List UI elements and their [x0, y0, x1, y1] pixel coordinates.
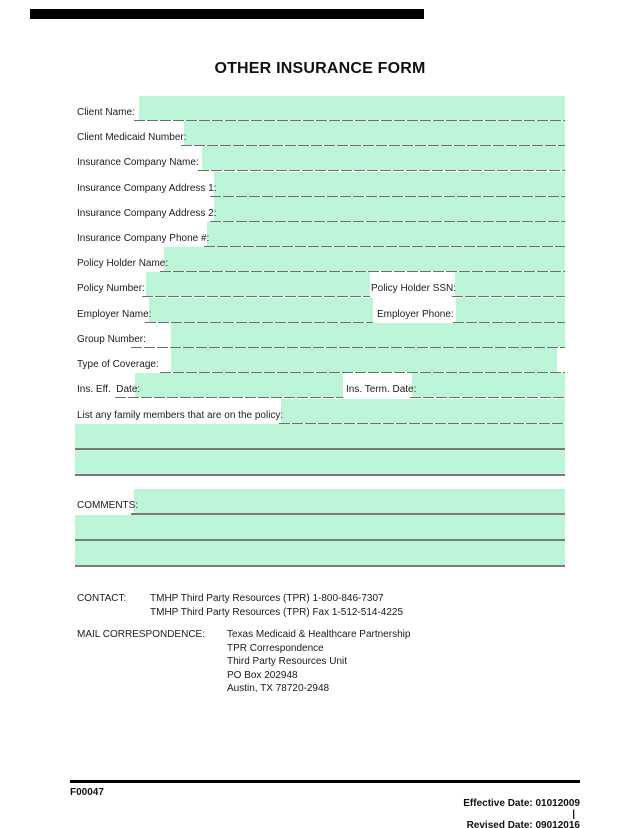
underline	[279, 423, 565, 424]
policy-holder-name-input[interactable]	[164, 247, 565, 271]
underline	[134, 120, 565, 121]
underline	[204, 246, 565, 247]
underline	[160, 271, 565, 272]
label-comments: COMMENTS:	[77, 500, 139, 511]
form-number: F00047	[70, 787, 104, 798]
underline	[198, 170, 565, 171]
underline	[453, 322, 565, 323]
type-of-coverage-input[interactable]	[171, 348, 557, 372]
label-policy-number: Policy Number:	[77, 283, 145, 294]
footer-separator: |	[572, 809, 575, 820]
insurance-company-address-1-input[interactable]	[214, 172, 565, 196]
label-policy-holder-ssn: Policy Holder SSN:	[371, 283, 457, 294]
label-type-of-coverage: Type of Coverage:	[77, 359, 159, 370]
policy-holder-ssn-input[interactable]	[455, 272, 565, 296]
redaction-bar	[30, 9, 424, 19]
effective-date: Effective Date: 01012009	[463, 798, 580, 809]
label-group-number: Group Number:	[77, 334, 146, 345]
contact-label: CONTACT:	[77, 593, 127, 604]
underline	[145, 322, 373, 323]
underline	[75, 565, 565, 567]
underline	[410, 397, 565, 398]
client-name-input[interactable]	[139, 96, 565, 120]
underline	[181, 145, 565, 146]
underline	[131, 513, 565, 515]
mail-correspondence-label: MAIL CORRESPONDENCE:	[77, 629, 205, 640]
mail-address-line: Austin, TX 78720-2948	[227, 683, 330, 695]
label-policy-holder-name: Policy Holder Name:	[77, 258, 169, 269]
footer-dates	[452, 787, 580, 828]
underline	[210, 196, 565, 197]
underline	[131, 347, 565, 348]
policy-number-input[interactable]	[146, 272, 370, 296]
family-members-input-line-2[interactable]	[75, 424, 565, 448]
underline	[210, 221, 565, 222]
label-insurance-company-name: Insurance Company Name:	[77, 157, 199, 168]
underline	[75, 539, 565, 541]
label-insurance-company-phone: Insurance Company Phone #:	[77, 233, 210, 244]
label-employer-name: Employer Name:	[77, 309, 152, 320]
comments-input-line-2[interactable]	[75, 515, 565, 539]
underline	[160, 372, 565, 373]
comments-input-line-3[interactable]	[75, 541, 565, 565]
label-insurance-effective-date: Ins. Eff. Date:	[77, 384, 141, 395]
underline	[452, 296, 565, 297]
underline	[75, 474, 565, 476]
underline	[142, 296, 370, 297]
insurance-company-name-input[interactable]	[202, 146, 565, 170]
page-title: OTHER INSURANCE FORM	[214, 60, 426, 77]
mail-address-line: PO Box 202948	[227, 669, 298, 681]
employer-name-input[interactable]	[149, 298, 373, 322]
revised-date: Revised Date: 09012016	[466, 820, 580, 828]
group-number-input[interactable]	[171, 323, 565, 347]
label-employer-phone: Employer Phone:	[377, 309, 454, 320]
family-members-input[interactable]	[281, 399, 565, 423]
contact-phone-line: TMHP Third Party Resources (TPR) 1-800-846-7307	[150, 593, 384, 604]
contact-info	[150, 592, 403, 620]
label-insurance-company-address-2: Insurance Company Address 2:	[77, 208, 217, 219]
insurance-termination-date-input[interactable]	[412, 373, 565, 397]
insurance-effective-date-input[interactable]	[135, 373, 343, 397]
label-family-members: List any family members that are on the policy:	[77, 410, 284, 421]
label-client-name: Client Name:	[77, 107, 135, 118]
mail-address-line: Third Party Resources Unit	[227, 656, 348, 668]
contact-fax-line: TMHP Third Party Resources (TPR) Fax 1-512-514-4225	[150, 607, 404, 618]
insurance-company-address-2-input[interactable]	[214, 197, 565, 221]
insurance-company-phone-input[interactable]	[207, 222, 565, 246]
employer-phone-input[interactable]	[456, 298, 565, 322]
footer-rule	[70, 780, 580, 783]
comments-input[interactable]	[134, 489, 565, 513]
label-client-medicaid-number: Client Medicaid Number:	[77, 132, 187, 143]
underline	[115, 397, 343, 398]
family-members-input-line-3[interactable]	[75, 450, 565, 474]
client-medicaid-number-input[interactable]	[184, 121, 565, 145]
label-insurance-termination-date: Ins. Term. Date:	[346, 384, 417, 395]
mail-address	[227, 628, 410, 696]
mail-address-line: Texas Medicaid & Healthcare Partnership	[227, 629, 411, 640]
underline	[75, 448, 565, 450]
mail-address-line: TPR Correspondence	[227, 642, 324, 654]
label-insurance-company-address-1: Insurance Company Address 1:	[77, 183, 217, 194]
